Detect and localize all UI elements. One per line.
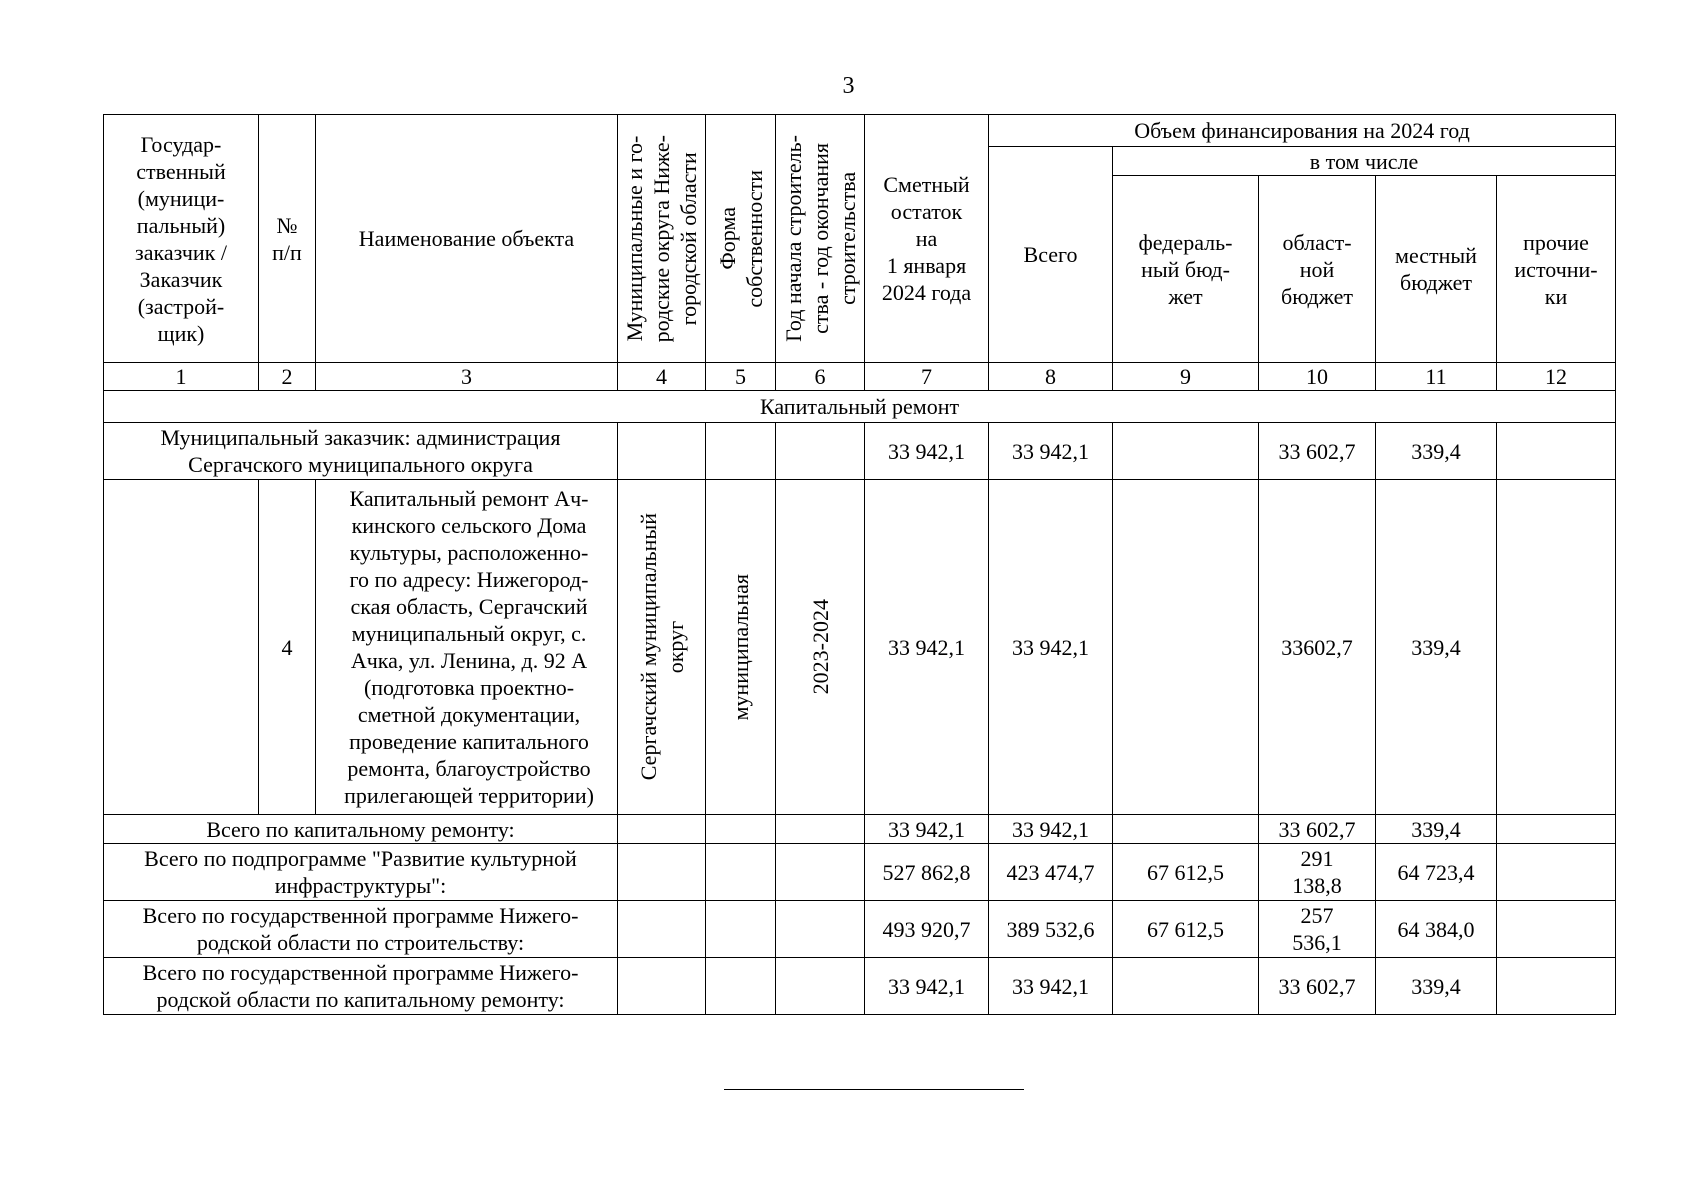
header-regional-budget [1259, 176, 1376, 363]
total-cell: 423 474,7 [989, 844, 1113, 901]
header-other-sources [1497, 176, 1616, 363]
regional-cell [1259, 844, 1376, 901]
federal-cell: 67 612,5 [1113, 844, 1259, 901]
header-num [259, 115, 316, 363]
total-cell: 389 532,6 [989, 901, 1113, 958]
header-estimated-balance [865, 115, 989, 363]
column-numbers-row [104, 363, 1616, 391]
header-ownership-form-text: Форма собственности [714, 169, 767, 308]
empty-cell [706, 815, 776, 844]
customer-label [104, 423, 618, 480]
header-num-text: № п/п [272, 212, 302, 265]
object-name-text: Капитальный ремонт Ач- кинского сельского Дома культуры, расположенно- го по адресу: Нижегород- ская область, Сергачский муниципальный округ, с. Ачка, ул. Ленина, д. 92 А (подготовка проектно- сметной документации, проведение капитального ремонта, благоустройство прилегающей территории) [344, 486, 594, 808]
financing-table [103, 114, 1616, 1015]
empty-cell [618, 815, 706, 844]
summary-label [104, 901, 618, 958]
federal-cell [1113, 423, 1259, 480]
header-local-budget-text: местный бюджет [1395, 243, 1477, 295]
total-cell: 33 942,1 [989, 815, 1113, 844]
summary-label-text: Всего по государственной программе Нижего- родской области по строительству: [142, 903, 579, 955]
local-cell: 64 723,4 [1376, 844, 1497, 901]
summary-label [104, 815, 618, 844]
column-number: 6 [776, 363, 865, 391]
empty-cell [706, 958, 776, 1015]
other-cell [1497, 958, 1616, 1015]
column-number: 2 [259, 363, 316, 391]
object-ownership-text: муниципальная [728, 573, 753, 721]
object-row [104, 480, 1616, 815]
federal-cell [1113, 815, 1259, 844]
header-including-text: в том числе [1309, 148, 1419, 174]
empty-cell [706, 901, 776, 958]
estimated-cell: 527 862,8 [865, 844, 989, 901]
summary-label-text: Всего по государственной программе Нижего- родской области по капитальному ремонту: [142, 960, 579, 1012]
regional-cell: 33 602,7 [1259, 815, 1376, 844]
header-other-sources-text: прочие источни- ки [1514, 229, 1598, 309]
empty-cell [618, 844, 706, 901]
regional-cell [1259, 901, 1376, 958]
header-funding-volume-text: Объем финансирования на 2024 год [1134, 118, 1470, 143]
summary-label-text: Всего по капитальному ремонту: [206, 816, 515, 842]
empty-cell [706, 423, 776, 480]
total-cell: 33 942,1 [989, 423, 1113, 480]
summary-row [104, 958, 1616, 1015]
object-ownership [706, 480, 776, 815]
local-cell: 339,4 [1376, 815, 1497, 844]
empty-cell [618, 958, 706, 1015]
local-cell: 64 384,0 [1376, 901, 1497, 958]
empty-cell [618, 901, 706, 958]
column-number: 4 [618, 363, 706, 391]
total-cell: 33 942,1 [989, 480, 1113, 815]
other-cell [1497, 844, 1616, 901]
footer-divider [724, 1089, 1024, 1090]
empty-cell [776, 844, 865, 901]
column-number: 5 [706, 363, 776, 391]
header-total-text: Всего [1023, 242, 1078, 267]
customer-label-text: Муниципальный заказчик: администрация Сергачского муниципального округа [160, 425, 561, 477]
header-funding-volume [989, 115, 1616, 147]
section-title: Капитальный ремонт [104, 391, 1616, 423]
object-years [776, 480, 865, 815]
empty-cell [776, 958, 865, 1015]
header-regional-budget-text: област- ной бюджет [1281, 229, 1353, 309]
estimated-cell: 33 942,1 [865, 815, 989, 844]
header-federal-budget [1113, 176, 1259, 363]
regional-cell-text: 291 138,8 [1292, 846, 1342, 898]
column-number: 11 [1376, 363, 1497, 391]
regional-cell: 33602,7 [1259, 480, 1376, 815]
estimated-cell: 493 920,7 [865, 901, 989, 958]
empty-cell [706, 844, 776, 901]
empty-cell [776, 423, 865, 480]
federal-cell: 67 612,5 [1113, 901, 1259, 958]
estimated-cell: 33 942,1 [865, 958, 989, 1015]
header-customer [104, 115, 259, 363]
other-cell [1497, 815, 1616, 844]
other-cell [1497, 901, 1616, 958]
header-including [1113, 147, 1616, 176]
federal-cell [1113, 958, 1259, 1015]
empty-cell [776, 901, 865, 958]
header-federal-budget-text: федераль- ный бюд- жет [1138, 229, 1233, 309]
federal-cell [1113, 480, 1259, 815]
header-municipal-district-text: Муниципальные и го- родские округа Ниже- городской области [622, 134, 701, 343]
local-cell: 339,4 [1376, 958, 1497, 1015]
local-cell: 339,4 [1376, 423, 1497, 480]
total-cell: 33 942,1 [989, 958, 1113, 1015]
column-number: 12 [1497, 363, 1616, 391]
summary-row [104, 844, 1616, 901]
header-total [989, 147, 1113, 363]
other-cell [1497, 480, 1616, 815]
header-customer-text: Государ- ственный (муници- пальный) заказчик / Заказчик (застрой- щик) [135, 131, 227, 346]
header-estimated-balance-text: Сметный остаток на 1 января 2024 года [881, 172, 972, 305]
customer-row [104, 423, 1616, 480]
regional-cell: 33 602,7 [1259, 958, 1376, 1015]
summary-row [104, 901, 1616, 958]
column-number: 7 [865, 363, 989, 391]
object-name [316, 480, 618, 815]
column-number: 8 [989, 363, 1113, 391]
estimated-cell: 33 942,1 [865, 480, 989, 815]
object-years-text: 2023-2024 [807, 599, 833, 695]
object-num: 4 [259, 480, 316, 815]
header-municipal-district [618, 115, 706, 363]
regional-cell: 33 602,7 [1259, 423, 1376, 480]
object-district-text: Сергачский муниципальный округ [635, 513, 688, 781]
summary-label-text: Всего по подпрограмме "Развитие культурной инфраструктуры": [144, 846, 577, 898]
column-number: 10 [1259, 363, 1376, 391]
object-district [618, 480, 706, 815]
summary-label [104, 958, 618, 1015]
column-number: 9 [1113, 363, 1259, 391]
header-construction-years-text: Год начала строитель- ства - год окончания строительства [780, 135, 860, 342]
other-cell [1497, 423, 1616, 480]
header-construction-years [776, 115, 865, 363]
page-number: 3 [842, 73, 855, 99]
header-object-name-text: Наименование объекта [358, 226, 575, 251]
regional-cell-text: 257 536,1 [1292, 903, 1342, 955]
local-cell: 339,4 [1376, 480, 1497, 815]
header-object-name [316, 115, 618, 363]
column-number: 3 [316, 363, 618, 391]
summary-label [104, 844, 618, 901]
header-local-budget [1376, 176, 1497, 363]
empty-cell [776, 815, 865, 844]
summary-row [104, 815, 1616, 844]
empty-cell [104, 480, 259, 815]
column-number: 1 [104, 363, 259, 391]
empty-cell [618, 423, 706, 480]
estimated-cell: 33 942,1 [865, 423, 989, 480]
header-ownership-form [706, 115, 776, 363]
